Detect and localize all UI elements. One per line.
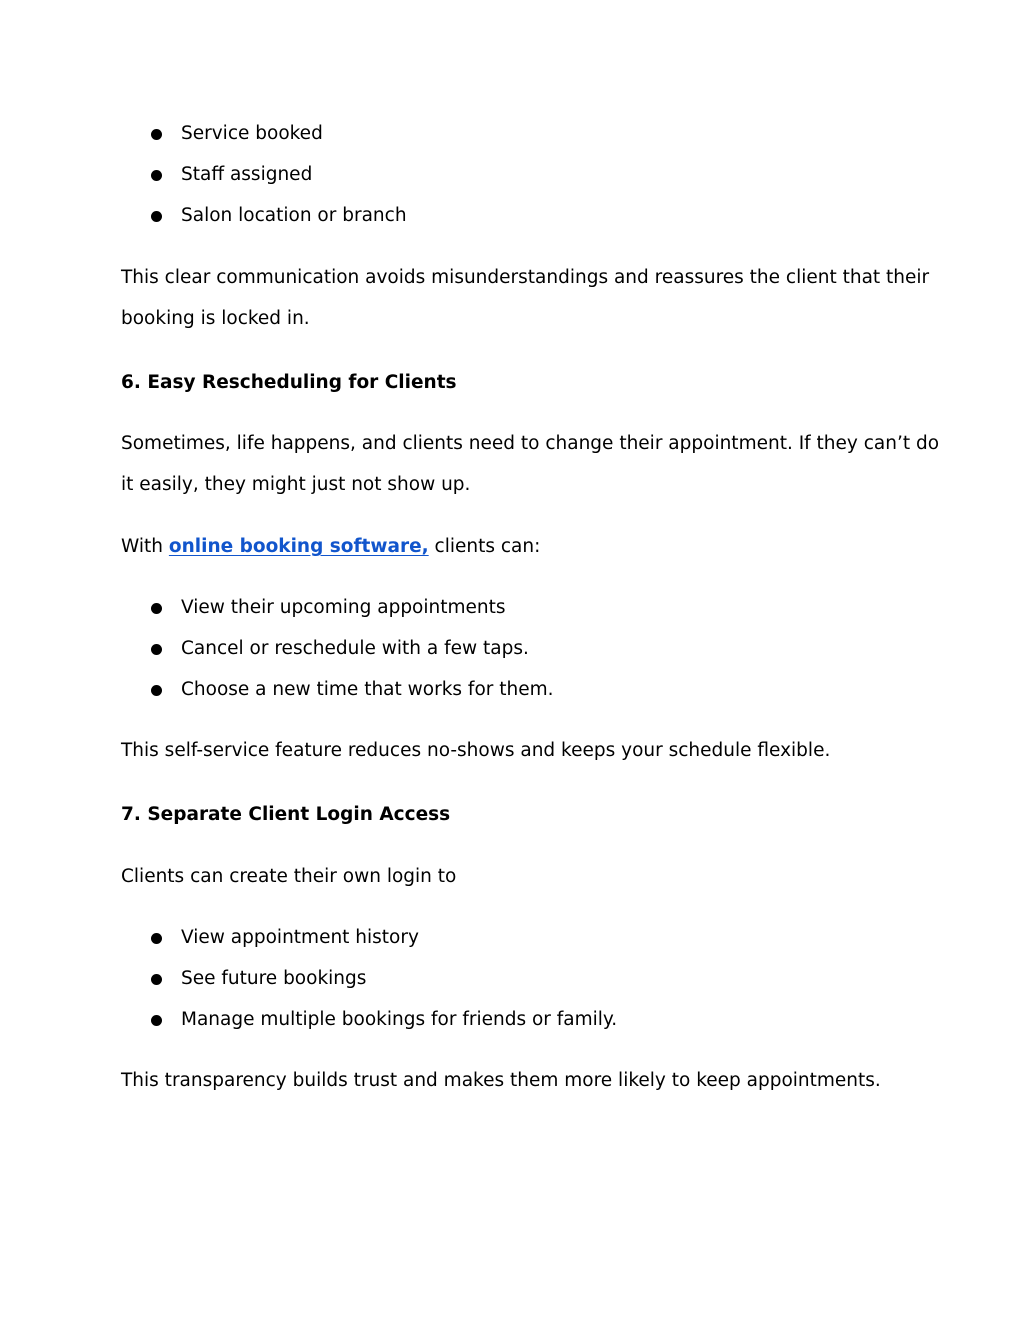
paragraph-line: booking is locked in. [121,308,310,329]
bullet-list-login-features [0,917,1024,1040]
section-heading-6: 6. Easy Rescheduling for Clients [121,372,457,393]
paragraph-line: it easily, they might just not show up. [121,474,471,495]
paragraph-clients-login: Clients can create their own login to [121,866,457,887]
bullet-icon [151,129,162,140]
bullet-list-booking-details [0,113,1024,236]
bullet-icon [151,170,162,181]
list-item: Service booked [0,113,1024,154]
bullet-list-client-actions [0,587,1024,710]
paragraph-text: clients can: [428,536,541,557]
paragraph-sometimes [121,423,940,505]
paragraph-line: Sometimes, life happens, and clients need to change their appointment. If they can’t do [121,433,940,454]
list-item: View appointment history [0,917,1024,958]
paragraph-clear-communication [121,257,930,339]
paragraph-self-service: This self-service feature reduces no-shows and keeps your schedule flexible. [121,740,831,761]
bullet-icon [151,1015,162,1026]
paragraph-with-link [121,526,921,567]
bullet-icon [151,603,162,614]
paragraph-text: With [121,536,169,557]
section-heading-7: 7. Separate Client Login Access [121,804,451,825]
list-item: Choose a new time that works for them. [0,669,1024,710]
list-item: See future bookings [0,958,1024,999]
bullet-icon [151,211,162,222]
bullet-icon [151,933,162,944]
list-item: Cancel or reschedule with a few taps. [0,628,1024,669]
paragraph-transparency: This transparency builds trust and makes them more likely to keep appointments. [121,1070,881,1091]
list-item: Staff assigned [0,154,1024,195]
bullet-icon [151,685,162,696]
online-booking-software-link[interactable]: online booking software, [168,536,429,557]
list-item: Salon location or branch [0,195,1024,236]
list-item: Manage multiple bookings for friends or family. [0,999,1024,1040]
bullet-icon [151,644,162,655]
list-item: View their upcoming appointments [0,587,1024,628]
paragraph-line: This clear communication avoids misunderstandings and reassures the client that their [121,267,930,288]
bullet-icon [151,974,162,985]
